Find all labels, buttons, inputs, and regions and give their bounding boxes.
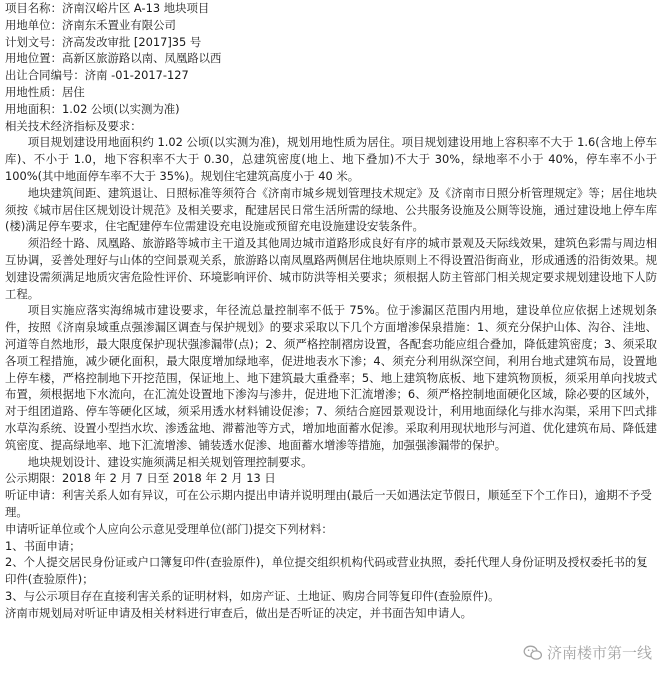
requirements-heading: 相关技术经济指标及要求：	[5, 118, 142, 133]
field-value: 济南汉峪片区 A-13 地块项目	[61, 1, 210, 15]
field-project-name	[5, 0, 657, 17]
field-location	[5, 50, 657, 67]
field-label: 用地位置：	[5, 51, 62, 66]
paragraph-landscape: 须沿经十路、凤凰路、旅游路等城市主干道及其他周边城市道路形成良好有序的城市景观及天际线效果，建筑色彩需与周边相互协调，妥善处理好与山体的空间景观关系，旅游路以南凤凰路两侧居住地块原则上不得设置沿街商业，形成通透的沿街效果。规划建设需须满足地质灾害危险性评价、环境影响评价、城市防洪等相关要求；须根据人防主管部门相关规定要求规划建设地下人防工程。	[5, 236, 657, 301]
field-value: 济高发改审批 [2017]35 号	[61, 34, 202, 49]
paragraph-sponge-city: 项目实施应落实海绵城市建设要求，年径流总量控制率不低于 75%。位于渗漏区范围内用地，建设单位应依据上述规划条件，按照《济南泉域重点强渗漏区调查与保护规划》的要求采取以下几个方面增渗保泉措施：1、须充分保护山体、沟谷、洼地、河道等自然地形，最大限度保护现状强渗漏带(点)；2、须严格控制褶房设置，各配套功能应组合叠加，降低建筑密度；3、须采取各项工程措施，减少硬化面积，最大限度增加绿地率，促进地表水下渗；4、须充分利用纵深空间，利用台地式建筑布局，设置地上停车楼，严格控制地下开挖范围，保证地上、地下建筑最大重叠率；5、地上建筑物底板、地下建筑物顶板，须采用单向找坡式布置，须根据地下水流向，在汇流处设置地下渗沟与渗井，促进地下汇流增渗；6、须严格控制地面硬化区域，除必要的区域外，对于组团道路、停车等硬化区域，须采用透水材料铺设促渗；7、须结合庭园景观设计，利用地面绿化与排水沟渠，采用下凹式排水草沟系统、设置小型挡水坎、渗透盆地、滞蓄池等方式，增加地面蓄水促渗。采取利用现状地形与河道、优化建筑布局、降低建筑密度、提高绿地率、地下汇流增渗、铺装透水促渗、地面蓄水增渗等措施，加强强渗漏带的保护。	[5, 303, 657, 452]
field-value: 居住	[61, 84, 85, 99]
field-land-area	[5, 101, 657, 118]
materials-heading: 申请听证单位或个人应向公示意见受理单位(部门)提交下列材料：	[5, 521, 333, 536]
field-label: 用地单位：	[5, 17, 62, 32]
field-label: 项目名称：	[5, 1, 62, 15]
paragraph-control: 地块规划设计、建设实施须满足相关规划管理控制要求。	[27, 454, 313, 469]
field-value: 高新区旅游路以南、凤凰路以西	[61, 51, 222, 66]
field-label: 用地性质：	[5, 84, 62, 99]
wechat-icon	[523, 645, 543, 661]
field-value: 济南 -01-2017-127	[84, 68, 189, 83]
field-value: 1.02 公顷(以实测为准)	[61, 101, 180, 116]
field-label: 出让合同编号：	[5, 68, 85, 83]
field-label: 计划文号：	[5, 34, 62, 49]
header-fields	[5, 0, 657, 118]
watermark-text: 济南楼市第一线	[546, 644, 652, 662]
paragraph-indicators: 项目规划建设用地面积约 1.02 公顷(以实测为准)，规划用地性质为居住。项目规划建设用地上容积率不大于 1.6(含地上停车库)、不小于 1.0，地下容积率不大于 0.30，总建筑密度(地上、地下叠加)不大于 30%，绿地率不小于 40%，停车率不小于 100%(其中地面停车率不大于 35%)。规划住宅建筑高度小于 40 米。	[5, 135, 657, 183]
material-item: 2、个人提交居民身份证或户口簿复印件(查验原件)，单位提交组织机构代码或营业执照，委托代理人身份证明及授权委托书的复印件(查验原件)；	[5, 555, 648, 587]
material-item: 1、书面申请；	[5, 538, 81, 553]
notice-document	[5, 0, 657, 621]
final-line: 济南市规划局对听证申请及相关材料进行审查后，做出是否听证的决定，并书面告知申请人。	[5, 605, 473, 620]
field-plan-number	[5, 34, 657, 51]
watermark	[523, 642, 652, 663]
field-label: 用地面积：	[5, 101, 62, 116]
field-contract-number	[5, 67, 657, 84]
field-value: 济南东禾置业有限公司	[61, 17, 176, 32]
hearing-request: 听证申请：利害关系人如有异议，可在公示期内提出申请并说明理由(最后一天如遇法定节假日，顺延至下个工作日)，逾期不予受理。	[5, 488, 652, 519]
field-land-use	[5, 84, 657, 101]
notice-period: 公示期限：2018 年 2 月 7 日至 2018 年 2 月 13 日	[5, 471, 276, 486]
field-land-unit	[5, 17, 657, 34]
material-item: 3、与公示项目存在直接利害关系的证明材料，如房产证、土地证、购房合同等复印件(查验原件)。	[5, 588, 500, 603]
paragraph-spacing: 地块建筑间距、建筑退让、日照标准等须符合《济南市城乡规划管理技术规定》及《济南市日照分析管理规定》等；居住地块须按《城市居住区规划设计规范》及相关要求，配建居民日常生活所需的绿地、公共服务设施及公厕等设施，通过建设地上停车库(楼)满足停车要求，住宅配建停车位需建设充电设施或预留充电设施建设安装条件。	[5, 185, 657, 234]
